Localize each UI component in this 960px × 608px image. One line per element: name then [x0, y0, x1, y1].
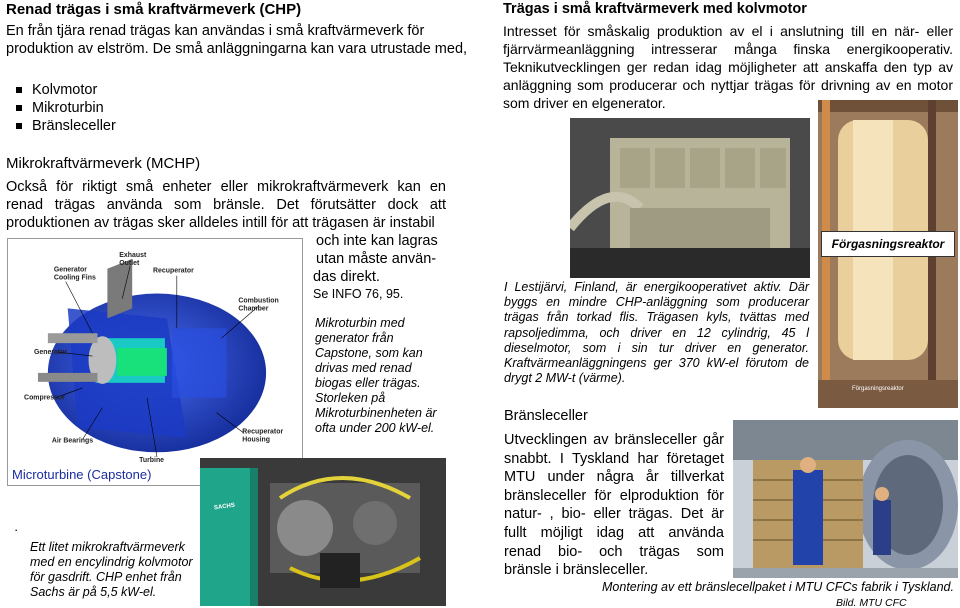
- kolvmotor-paragraph: Intresset för småskalig produktion av el i anslutning till en när- eller fjärrvärmeanläggning intresserar många finska energikooperativ. Teknikutvecklingen ger redan idag möjligheter att anskaffa den typ av anläggning som producerar och nyttjar trägas för drivning av en motor som driver en elgenerator.: [503, 23, 953, 111]
- fuelcell-heading: Bränsleceller: [504, 408, 588, 424]
- mtu-credit: Bild. MTU CFC: [836, 597, 907, 608]
- list-item: Bränsleceller: [14, 117, 116, 135]
- label-generator-cooling-fins: Generator Cooling Fins: [53, 266, 96, 282]
- gasification-reactor-photo: [818, 100, 958, 408]
- diagram-footer: Microturbine (Capstone): [12, 467, 152, 482]
- list-item: Mikroturbin: [14, 99, 116, 117]
- reactor-small-label: Förgasningsreaktor: [852, 386, 904, 392]
- chp-list: [14, 81, 116, 135]
- chp-heading: Renad trägas i små kraftvärmeverk (CHP): [6, 1, 302, 18]
- label-recuperator-housing: Recuperator Housing: [242, 428, 284, 444]
- mchp-paragraph: Också för riktigt små enheter eller mikrokraftvärmeverk kan en renad trägas använda som bränsle. Det förutsätter dock att produktionen av trägas sker alldeles intill för att trägasen är instabil: [6, 179, 446, 231]
- engine-illustration: [570, 118, 810, 278]
- label-recuperator: Recuperator: [153, 267, 194, 275]
- label-generator: Generator: [33, 349, 68, 357]
- list-item: Kolvmotor: [14, 81, 116, 99]
- sachs-illustration: [200, 458, 446, 606]
- microturbine-illustration: [8, 239, 302, 485]
- fuelcell-photo: [733, 420, 958, 578]
- dot-marker: ·: [14, 522, 19, 537]
- mchp-line: och inte kan lagras: [316, 233, 438, 249]
- mchp-reference: Se INFO 76, 95.: [313, 287, 404, 301]
- label-turbine: Turbine: [139, 457, 165, 465]
- label-compressor: Compressor: [24, 394, 65, 402]
- sachs-caption: Ett litet mikrokraftvärmeverk med en encylindrig kolvmotor för gasdrift. CHP enhet från Sachs är på 5,5 kW-el.: [30, 540, 193, 599]
- sachs-chp-photo: [200, 458, 446, 606]
- microturbine-diagram: [7, 238, 303, 486]
- mchp-line: das direkt.: [313, 269, 380, 285]
- sachs-label: SACHS: [213, 502, 236, 512]
- label-exhaust-outlet: Exhaust Outlet: [119, 251, 147, 267]
- kolvmotor-heading: Trägas i små kraftvärmeverk med kolvmotor: [503, 1, 807, 17]
- chp-intro: En från tjära renad trägas kan användas i små kraftvärmeverk för produktion av elström. De små anläggningarna kan vara utrustade med,: [6, 23, 468, 57]
- mchp-heading: Mikrokraftvärmeverk (MCHP): [6, 155, 201, 172]
- reactor-label-box: Förgasningsreaktor: [821, 231, 955, 257]
- exhaust-outlet-shape: [107, 259, 132, 319]
- microturbine-caption: Mikroturbin med generator från Capstone, som kan drivas med renad biogas eller trägas. Storleken på Mikroturbinenheten är ofta under 200 kW-el.: [315, 316, 437, 435]
- label-air-bearings: Air Bearings: [51, 437, 94, 445]
- fuelcell-illustration: [733, 420, 958, 578]
- mchp-line: utan måste använ-: [316, 251, 437, 267]
- mtu-caption: Montering av ett bränslecellpaket i MTU CFCs fabrik i Tyskland.: [602, 580, 954, 594]
- label-combustion-chamber: Combustion Chamber: [238, 297, 279, 313]
- mchp-paragraph-continued: [313, 232, 453, 286]
- lestijarvi-caption: I Lestijärvi, Finland, är energikooperativet aktiv. Där byggs en mindre CHP-anläggning som producerar trägas från torkad flis. Trägasen kyls, tvättas med rapsoljedimma, och driver en 12 cylindrig, 45 l dieselmotor, som i sin tur driver en generator. Kraftvärmeanläggningens ger 370 kW-el förutom de drygt 2 MW-t (värme).: [504, 280, 809, 386]
- engine-photo: [570, 118, 810, 278]
- fuelcell-paragraph: Utvecklingen av bränsleceller går snabbt. I Tyskland har företaget MTU under några år tillverkat bränsleceller för elproduktion för natur- , bio- eller trägas. Det är fullt möjligt idag att använda renad bio- och trägas som bränsle i bränsleceller.: [504, 432, 724, 579]
